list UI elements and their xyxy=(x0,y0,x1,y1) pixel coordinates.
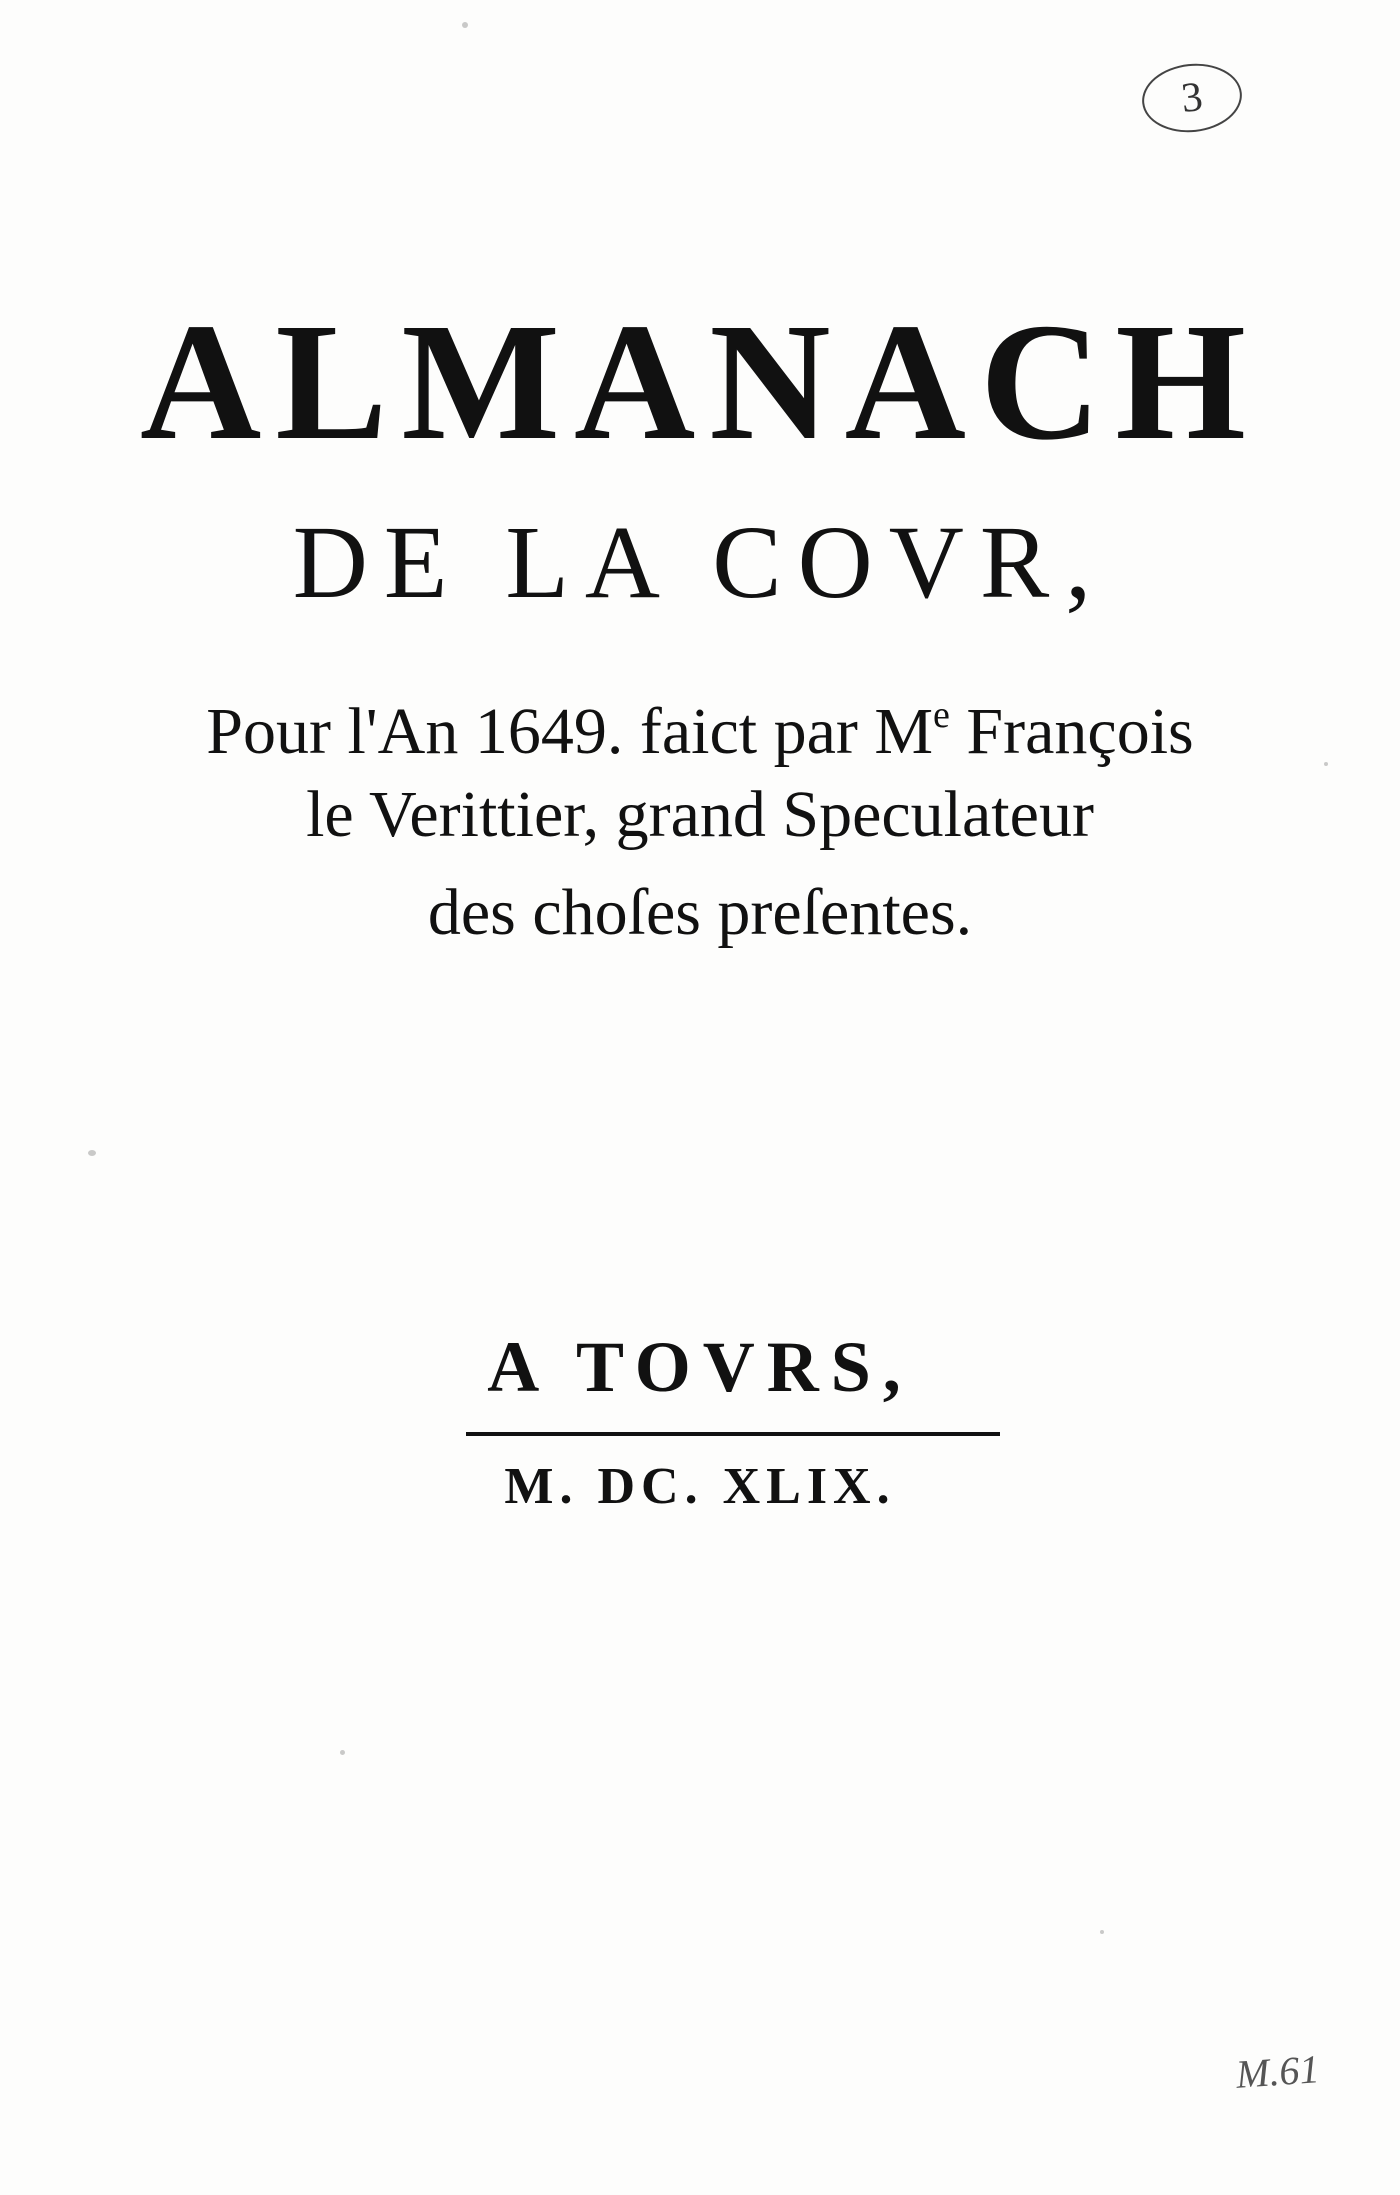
imprint-place: A TOVRS, xyxy=(487,1327,913,1407)
paper-speck xyxy=(462,22,468,28)
subtitle-line-2: le Verittier, grand Speculateur xyxy=(306,778,1094,851)
shelfmark-annotation: M.61 xyxy=(1234,2046,1321,2097)
paper-speck xyxy=(340,1750,345,1755)
imprint-rule xyxy=(466,1432,1000,1436)
imprint-year: M. DC. XLIX. xyxy=(504,1458,896,1515)
paper-speck xyxy=(1100,1930,1104,1934)
paper-speck xyxy=(88,1150,96,1156)
superscript-e: e xyxy=(933,694,950,736)
subtitle-line-1 xyxy=(0,675,1400,772)
subtitle-line-1-end: François xyxy=(949,695,1194,768)
subtitle-line-3: des choſes preſentes. xyxy=(427,876,973,949)
subtitle-line-1-start: Pour l'An 1649. faict par M xyxy=(206,695,934,768)
main-title-second-line: DE LA COVR, xyxy=(292,505,1108,620)
main-title: ALMANACH xyxy=(140,289,1260,475)
folio-number: 3 xyxy=(1139,59,1246,137)
